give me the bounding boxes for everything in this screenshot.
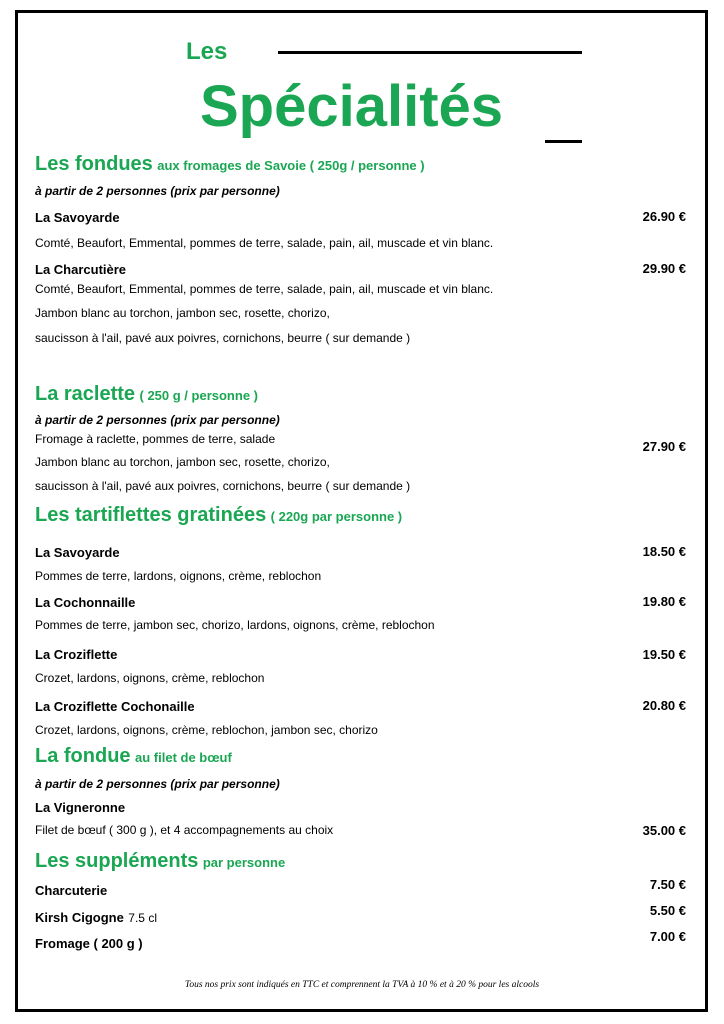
fondue-vigneronne-desc: Filet de bœuf ( 300 g ), et 4 accompagnements au choix [35, 823, 334, 837]
tartiflette-cochonnaille-price: 19.80 € [642, 594, 686, 609]
supplements-subheading: par personne [202, 855, 286, 870]
tartiflettes-subheading: ( 220g par personne ) [270, 509, 403, 524]
fondue-boeuf-subheading: au filet de bœuf [135, 750, 232, 765]
supplement-kirsh-row [35, 909, 157, 927]
supplement-fromage-name: Fromage ( 200 g ) [35, 936, 143, 951]
tartiflette-croziflette-name: La Croziflette [35, 647, 118, 662]
tartiflette-croziflette-desc: Crozet, lardons, oignons, crème, reblochon [35, 671, 265, 685]
supplement-kirsh-name: Kirsh Cigogne [35, 910, 124, 925]
supplement-fromage-price: 7.00 € [649, 929, 686, 944]
fondue-boeuf-header [35, 745, 232, 768]
fondue-charcutiere-desc-2: Jambon blanc au torchon, jambon sec, rosette, chorizo, [35, 306, 330, 320]
tartiflettes-heading: Les tartiflettes gratinées [35, 504, 267, 526]
title-rule-top [278, 51, 582, 54]
tartiflette-savoyarde-price: 18.50 € [642, 544, 686, 559]
fondue-boeuf-heading: La fondue [35, 745, 131, 767]
supplements-heading: Les suppléments [35, 850, 199, 872]
raclette-heading: La raclette [35, 383, 136, 405]
raclette-desc-2: Jambon blanc au torchon, jambon sec, rosette, chorizo, [35, 455, 330, 469]
fondue-savoyarde-desc: Comté, Beaufort, Emmental, pommes de terre, salade, pain, ail, muscade et vin blanc. [35, 236, 494, 250]
supplement-kirsh-price: 5.50 € [649, 903, 686, 918]
fondue-charcutiere-price: 29.90 € [642, 261, 686, 276]
supplement-charcuterie-name: Charcuterie [35, 883, 108, 898]
fondue-savoyarde-price: 26.90 € [642, 209, 686, 224]
supplement-charcuterie-price: 7.50 € [649, 877, 686, 892]
tartiflette-cochonnaille-name: La Cochonnaille [35, 595, 136, 610]
tartiflette-croziflette-price: 19.50 € [642, 647, 686, 662]
page-title: Spécialités [200, 74, 504, 139]
tartiflettes-header [35, 504, 402, 527]
footer-note: Tous nos prix sont indiqués en TTC et comprennent la TVA à 10 % et à 20 % pour les alcools [184, 980, 540, 990]
tartiflette-savoyarde-name: La Savoyarde [35, 545, 120, 560]
raclette-subheading: ( 250 g / personne ) [139, 388, 258, 403]
fondue-savoyarde-name: La Savoyarde [35, 210, 120, 225]
raclette-desc-3: saucisson à l'ail, pavé aux poivres, cornichons, beurre ( sur demande ) [35, 479, 411, 493]
raclette-header [35, 383, 258, 406]
supplement-kirsh-volume: 7.5 cl [128, 911, 157, 925]
tartiflette-savoyarde-desc: Pommes de terre, lardons, oignons, crème, reblochon [35, 569, 322, 583]
fondues-heading: Les fondues [35, 153, 153, 175]
fondue-charcutiere-desc-3: saucisson à l'ail, pavé aux poivres, cornichons, beurre ( sur demande ) [35, 331, 411, 345]
tartiflette-cochonnaille-desc: Pommes de terre, jambon sec, chorizo, lardons, oignons, crème, reblochon [35, 618, 435, 632]
tartiflette-croziflette-cochonaille-price: 20.80 € [642, 698, 686, 713]
fondue-vigneronne-price: 35.00 € [642, 823, 686, 838]
fondues-note: à partir de 2 personnes (prix par personne) [35, 184, 280, 198]
raclette-desc-1: Fromage à raclette, pommes de terre, salade [35, 432, 276, 446]
tartiflette-croziflette-cochonaille-name: La Croziflette Cochonaille [35, 699, 195, 714]
raclette-price: 27.90 € [642, 439, 686, 454]
title-les: Les [186, 38, 228, 65]
tartiflette-croziflette-cochonaille-desc: Crozet, lardons, oignons, crème, reblochon, jambon sec, chorizo [35, 723, 378, 737]
fondues-header [35, 153, 425, 176]
fondue-vigneronne-name: La Vigneronne [35, 800, 126, 815]
fondue-boeuf-note: à partir de 2 personnes (prix par personne) [35, 777, 280, 791]
fondue-charcutiere-desc-1: Comté, Beaufort, Emmental, pommes de terre, salade, pain, ail, muscade et vin blanc. [35, 282, 494, 296]
raclette-note: à partir de 2 personnes (prix par personne) [35, 413, 280, 427]
supplements-header [35, 850, 285, 873]
title-rule-bottom [545, 140, 582, 143]
fondue-charcutiere-name: La Charcutière [35, 262, 127, 277]
fondues-subheading: aux fromages de Savoie ( 250g / personne ) [157, 158, 425, 173]
